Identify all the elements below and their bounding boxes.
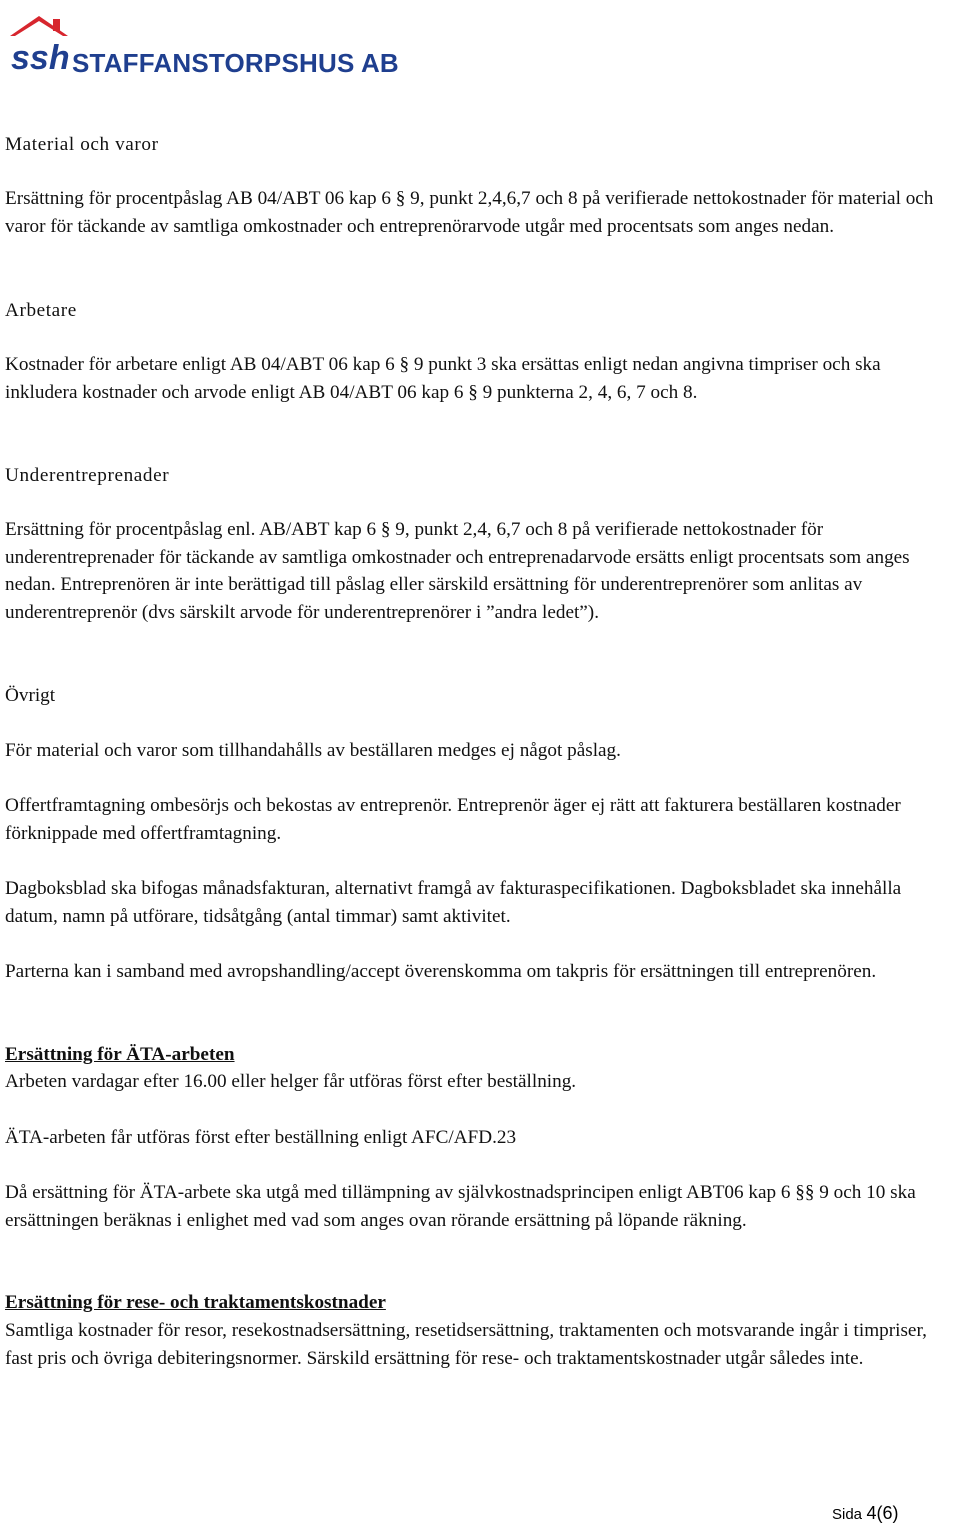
page-number: 4(6) [866, 1503, 899, 1523]
ovrigt-paragraph-2: Offertframtagning ombesörjs och bekostas av entreprenör. Entreprenör äger ej rätt att fakturera beställaren kostnader förknippade med offertframtagning. [5, 795, 901, 844]
page-footer [832, 1503, 899, 1524]
company-name: STAFFANSTORPSHUS AB [72, 48, 399, 78]
material-heading: Material och varor [5, 134, 159, 155]
ovrigt-paragraph-3: Dagboksblad ska bifogas månadsfakturan, alternativt framgå av fakturaspecifikationen. Dagboksbladet ska innehålla datum, namn på utförare, tidsåtgång (antal timmar) samt aktivitet. [5, 878, 902, 927]
travel-text: Samtliga kostnader för resor, resekostnadsersättning, resetidsersättning, traktamenten och motsvarande ingår i timpriser, fast pris och övriga debiteringsnormer. Särskild ersättning för rese- och traktamentskostnader utgår således inte. [5, 1320, 927, 1369]
arbetare-heading: Arbetare [5, 300, 77, 321]
arbetare-text: Kostnader för arbetare enligt AB 04/ABT 06 kap 6 § 9 punkt 3 ska ersättas enligt nedan angivna timpriser och ska inkludera kostnader och arvode enligt AB 04/ABT 06 kap 6 § 9 punkterna 2, 4, 6, 7 och 8. [5, 354, 881, 403]
ata-paragraph-1: Arbeten vardagar efter 16.00 eller helger får utföras först efter beställning. [5, 1071, 577, 1092]
ovrigt-paragraph-4: Parterna kan i samband med avropshandling/accept överenskomma om takpris för ersättningen till entreprenören. [5, 961, 877, 982]
ata-paragraph-3: Då ersättning för ÄTA-arbete ska utgå med tillämpning av självkostnadsprincipen enligt ABT06 kap 6 §§ 9 och 10 ska ersättningen beräknas i enlighet med vad som anges ovan rörande ersättning på löpande räkning. [5, 1182, 916, 1231]
material-text: Ersättning för procentpåslag AB 04/ABT 06 kap 6 § 9, punkt 2,4,6,7 och 8 på verifierade nettokostnader för material och varor för täckande av samtliga omkostnader och entreprenörarvode utgår med procentsats som anges nedan. [5, 188, 934, 237]
underentreprenader-text: Ersättning för procentpåslag enl. AB/ABT kap 6 § 9, punkt 2,4, 6,7 och 8 på verifierade nettokostnader för underentreprenader för täckande av samtliga omkostnader och entreprenadarvode ersätts enligt procentsats som anges nedan. Entreprenören är inte berättigad till påslag eller särskild ersättning för underentreprenörer som anlitas av underentreprenör (dvs särskilt arvode för underentreprenörer i ”andra ledet”). [5, 519, 910, 623]
underentreprenader-heading: Underentreprenader [5, 465, 170, 486]
travel-heading: Ersättning för rese- och traktamentskostnader [5, 1292, 386, 1313]
house-roof-icon [8, 14, 70, 80]
ata-heading: Ersättning för ÄTA-arbeten [5, 1044, 235, 1065]
company-logo [8, 14, 399, 84]
ovrigt-paragraph-1: För material och varor som tillhandahålls av beställaren medges ej något påslag. [5, 740, 621, 761]
ata-paragraph-2: ÄTA-arbeten får utföras först efter beställning enligt AFC/AFD.23 [5, 1127, 517, 1148]
ovrigt-heading: Övrigt [5, 685, 56, 706]
logo-mark: ssh [11, 39, 70, 77]
page-label: Sida [832, 1506, 863, 1523]
